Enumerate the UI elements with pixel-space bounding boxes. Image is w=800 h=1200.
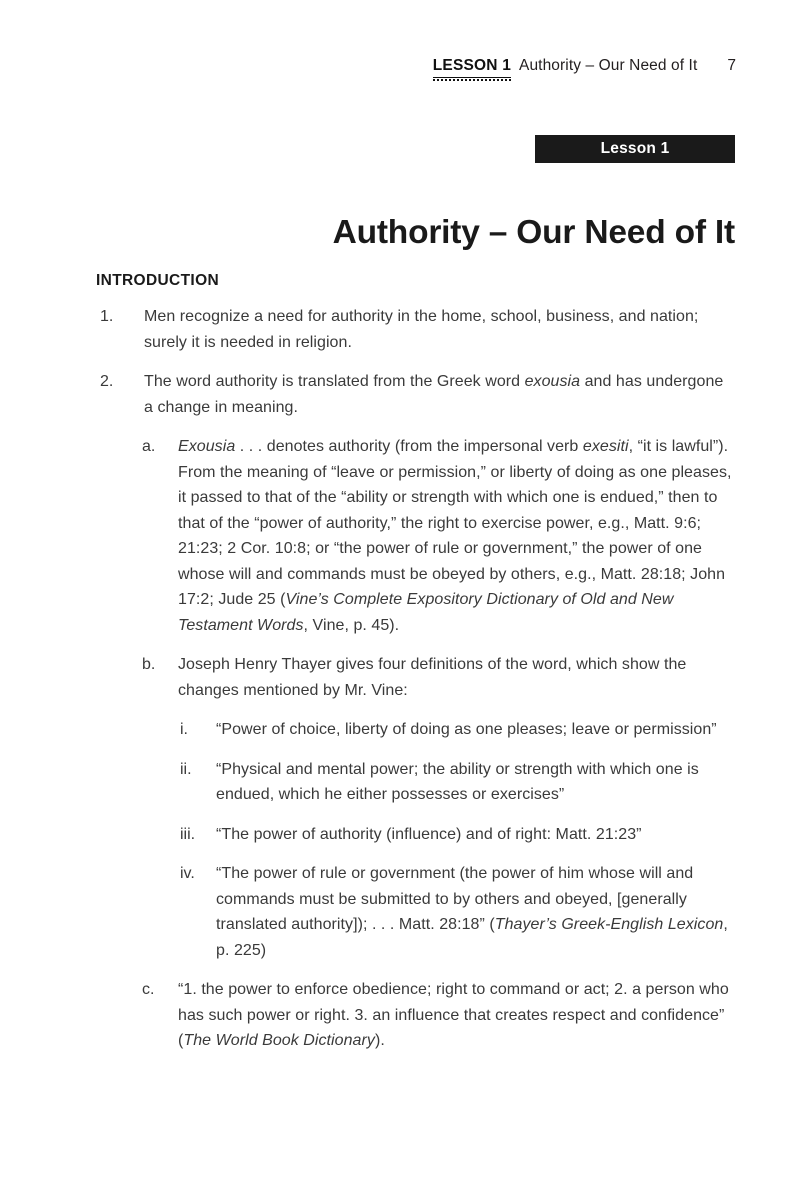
- italic-term: exesiti: [582, 438, 629, 455]
- text-segment: and has undergone a change in meaning.: [144, 373, 724, 416]
- list-item: [96, 977, 736, 1054]
- list-marker: a.: [142, 438, 156, 455]
- text-segment: , p. 225): [216, 916, 728, 959]
- list-item: [96, 861, 736, 963]
- italic-citation: The World Book Dictionary: [183, 1032, 375, 1049]
- text-segment: ).: [374, 1032, 385, 1049]
- list-text: [178, 977, 736, 1054]
- italic-term: Exousia: [178, 438, 236, 455]
- text-segment: , Vine, p. 45).: [303, 616, 400, 634]
- list-text: Men recognize a need for authority in the home, school, business, and nation; surely it is needed in religion.: [144, 308, 699, 351]
- list-item: [96, 304, 736, 355]
- list-item: [96, 717, 736, 743]
- lesson-badge-label: Lesson 1: [600, 140, 670, 157]
- list-item: [96, 369, 736, 420]
- list-marker: i.: [180, 721, 188, 738]
- list-text: “Physical and mental power; the ability or strength with which one is endued, which he either possesses or exercises”: [216, 760, 699, 803]
- list-item: [96, 757, 736, 808]
- text-segment: “The power of rule or government (the power of him whose will and commands must be submitted to by others and obeyed, [generally translated authority]); . . . Matt. 28:18” (: [216, 865, 694, 933]
- list-text: “The power of authority (influence) and of right: Matt. 21:23”: [216, 825, 642, 843]
- header-lesson-label: LESSON 1: [433, 58, 511, 78]
- text-segment: The word authority is translated from the Greek word: [144, 373, 525, 390]
- page-number: 7: [727, 57, 736, 74]
- list-marker: 1.: [100, 308, 114, 325]
- list-text: [216, 861, 736, 963]
- list-item: [96, 652, 736, 703]
- text-segment: , “it is lawful”). From the meaning of “leave or permission,” or liberty of doing as one pleases, it passed to that of the “ability or strength with which one is endued,” then to that of the “power of authority,” the right to exercise power, e.g., Matt. 9:6; 21:23; 2 Cor. 10:8; or “the power of rule or government,” the power of one whose will and commands must be obeyed by others, e.g., Matt. 28:18; John 17:2; Jude 25 (: [178, 438, 732, 608]
- list-marker: c.: [142, 981, 155, 998]
- list-marker: 2.: [100, 373, 114, 390]
- page-title: Authority – Our Need of It: [332, 214, 735, 252]
- section-heading-introduction: INTRODUCTION: [96, 272, 220, 289]
- list-marker: iv.: [180, 865, 195, 882]
- italic-citation: Vine’s Complete Expository Dictionary of Old and New Testament Words: [178, 591, 674, 634]
- running-header: [64, 58, 736, 78]
- text-segment: . . . denotes authority (from the impersonal verb: [235, 438, 583, 455]
- list-item: [96, 434, 736, 638]
- list-marker: b.: [142, 656, 156, 673]
- list-text: [144, 369, 736, 420]
- list-text: “Power of choice, liberty of doing as one pleases; leave or permission”: [216, 721, 717, 738]
- italic-term: exousia: [524, 373, 581, 390]
- list-text: [178, 434, 736, 638]
- list-marker: ii.: [180, 760, 192, 778]
- list-item: [96, 822, 736, 848]
- lesson-badge: [535, 135, 735, 163]
- text-segment: “1. the power to enforce obedience; right to command or act; 2. a person who has such power or right. 3. an influence that creates respect and confidence” (: [178, 981, 729, 1049]
- italic-citation: Thayer’s Greek-English Lexicon: [494, 916, 724, 933]
- body-content: [96, 272, 736, 1054]
- list-text: Joseph Henry Thayer gives four definitions of the word, which show the changes mentioned by Mr. Vine:: [178, 656, 687, 699]
- list-marker: iii.: [180, 825, 196, 843]
- header-chapter-title: Authority – Our Need of It: [519, 57, 698, 74]
